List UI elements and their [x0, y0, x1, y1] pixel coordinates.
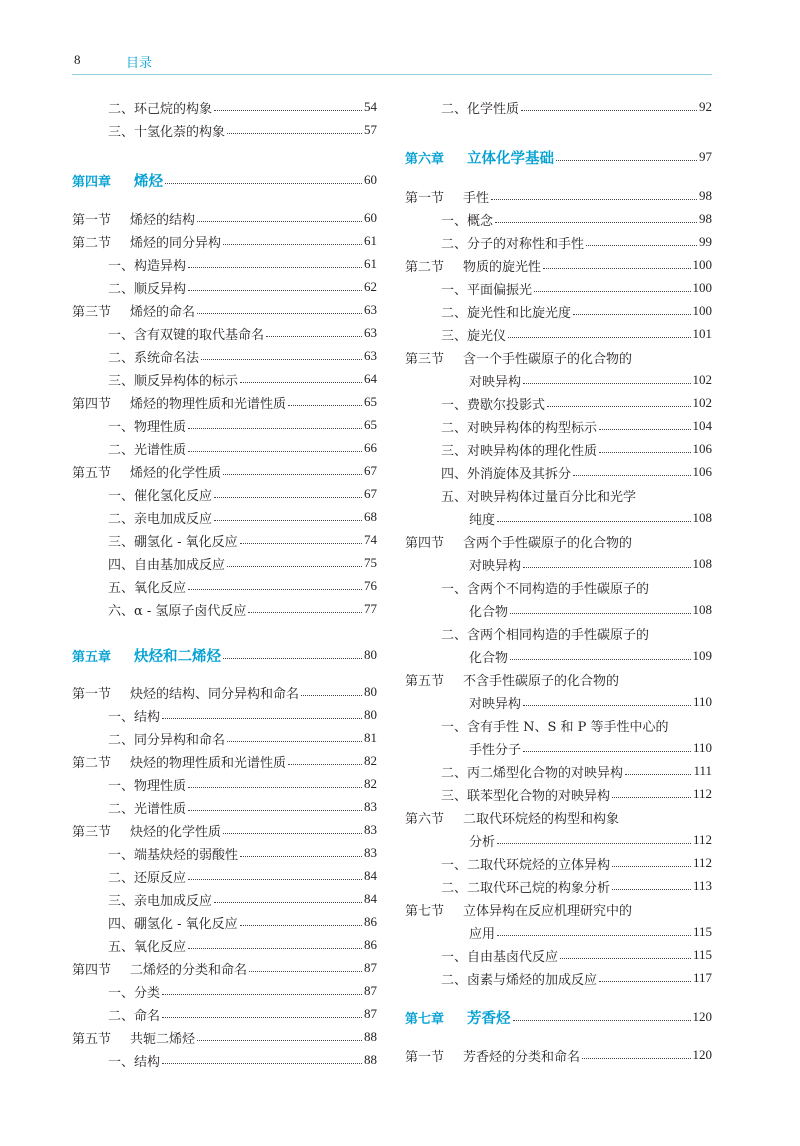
toc-section[interactable]: 第二节 烯烃的同分异构 61: [72, 233, 377, 251]
toc-entry[interactable]: 二、系统命名法 63: [108, 348, 377, 366]
toc-entry[interactable]: 一、结构 88: [108, 1052, 377, 1070]
toc-section-continued[interactable]: 对映异构 108: [469, 556, 712, 574]
toc-entry[interactable]: 二、光谱性质 66: [108, 440, 377, 458]
toc-section[interactable]: 第四节 二烯烃的分类和命名 87: [72, 960, 377, 978]
toc-entry[interactable]: 一、含两个不同构造的手性碳原子的: [441, 581, 650, 597]
toc-entry[interactable]: 二、亲电加成反应 68: [108, 509, 377, 527]
toc-entry[interactable]: 二、丙二烯型化合物的对映异构 111: [441, 763, 712, 781]
header-title: 目录: [126, 56, 153, 71]
toc-entry[interactable]: 二、旋光性和比旋光度 100: [441, 303, 712, 321]
chapter-5-heading[interactable]: 第五章 炔烃和二烯烃 80: [72, 647, 377, 665]
toc-entry[interactable]: 三、亲电加成反应 84: [108, 891, 377, 909]
toc-section[interactable]: 第四节 含两个手性碳原子的化合物的: [405, 535, 633, 551]
toc-section[interactable]: 第四节 烯烃的物理性质和光谱性质 65: [72, 394, 377, 412]
toc-entry[interactable]: 一、自由基卤代反应 115: [441, 947, 712, 965]
toc-entry-continued[interactable]: 化合物 109: [469, 648, 712, 666]
toc-entry[interactable]: 五、对映异构体过量百分比和光学: [441, 489, 637, 505]
toc-entry[interactable]: 一、含有手性 N、S 和 P 等手性中心的: [441, 719, 669, 735]
toc-entry[interactable]: 三、联苯型化合物的对映异构 112: [441, 786, 712, 804]
page-header: [72, 52, 712, 75]
toc-entry[interactable]: 二、命名 87: [108, 1006, 377, 1024]
toc-entry[interactable]: 一、端基炔烃的弱酸性 83: [108, 845, 377, 863]
toc-section-continued[interactable]: 应用 115: [469, 924, 712, 942]
toc-entry[interactable]: 三、旋光仪 101: [441, 326, 712, 344]
toc-entry-continued[interactable]: 化合物 108: [469, 602, 712, 620]
toc-entry-continued[interactable]: 手性分子 110: [469, 740, 712, 758]
toc-entry[interactable]: 一、概念 98: [441, 211, 712, 229]
toc-entry[interactable]: 四、外消旋体及其拆分 106: [441, 464, 712, 482]
toc-section-continued[interactable]: 对映异构 102: [469, 372, 712, 390]
toc-entry[interactable]: 二、还原反应 84: [108, 868, 377, 886]
toc-entry[interactable]: 一、平面偏振光 100: [441, 280, 712, 298]
toc-entry[interactable]: 三、十氢化萘的构象 57: [108, 122, 377, 140]
toc-entry[interactable]: 二、含两个相同构造的手性碳原子的: [441, 627, 650, 643]
toc-entry[interactable]: 四、自由基加成反应 75: [108, 555, 377, 573]
toc-section[interactable]: 第三节 含一个手性碳原子的化合物的: [405, 351, 633, 367]
toc-entry[interactable]: 一、结构 80: [108, 707, 377, 725]
toc-entry[interactable]: 一、催化氢化反应 67: [108, 486, 377, 504]
toc-section[interactable]: 第一节 炔烃的结构、同分异构和命名 80: [72, 684, 377, 702]
toc-entry[interactable]: 一、分类 87: [108, 983, 377, 1001]
toc-entry[interactable]: 六、α - 氢原子卤代反应 77: [108, 601, 377, 619]
toc-entry[interactable]: 三、顺反异构体的标示 64: [108, 371, 377, 389]
toc-entry[interactable]: 五、氧化反应 76: [108, 578, 377, 596]
toc-entry[interactable]: 二、分子的对称性和手性 99: [441, 234, 712, 252]
toc-entry[interactable]: 四、硼氢化 - 氧化反应 86: [108, 914, 377, 932]
chapter-7-heading[interactable]: 第七章 芳香烃 120: [405, 1009, 712, 1027]
toc-entry[interactable]: 二、顺反异构 62: [108, 279, 377, 297]
chapter-4-heading[interactable]: 第四章 烯烃 60: [72, 172, 377, 190]
toc-section[interactable]: 第五节 烯烃的化学性质 67: [72, 463, 377, 481]
toc-entry[interactable]: 三、对映异构体的理化性质 106: [441, 441, 712, 459]
toc-section-continued[interactable]: 分析 112: [469, 832, 712, 850]
toc-entry-continued[interactable]: 纯度 108: [469, 510, 712, 528]
toc-section[interactable]: 第三节 炔烃的化学性质 83: [72, 822, 377, 840]
toc-section[interactable]: 第一节 烯烃的结构 60: [72, 210, 377, 228]
toc-entry[interactable]: 二、环己烷的构象 54: [108, 99, 377, 117]
toc-section[interactable]: 第三节 烯烃的命名 63: [72, 302, 377, 320]
toc-entry[interactable]: 一、构造异构 61: [108, 256, 377, 274]
toc-entry[interactable]: 二、二取代环己烷的构象分析 113: [441, 878, 712, 896]
toc-entry[interactable]: 二、对映异构体的构型标示 104: [441, 418, 712, 436]
toc-section[interactable]: 第一节 手性 98: [405, 188, 712, 206]
toc-entry[interactable]: 一、费歇尔投影式 102: [441, 395, 712, 413]
toc-entry[interactable]: 一、物理性质 82: [108, 776, 377, 794]
toc-entry[interactable]: 一、二取代环烷烃的立体异构 112: [441, 855, 712, 873]
toc-entry[interactable]: 五、氧化反应 86: [108, 937, 377, 955]
toc-entry[interactable]: 一、含有双键的取代基命名 63: [108, 325, 377, 343]
toc-section[interactable]: 第七节 立体异构在反应机理研究中的: [405, 903, 633, 919]
toc-section[interactable]: 第一节 芳香烃的分类和命名 120: [405, 1047, 712, 1065]
toc-entry[interactable]: 三、硼氢化 - 氧化反应 74: [108, 532, 377, 550]
chapter-6-heading[interactable]: 第六章 立体化学基础 97: [405, 149, 712, 167]
toc-section[interactable]: 第二节 炔烃的物理性质和光谱性质 82: [72, 753, 377, 771]
toc-entry[interactable]: 二、同分异构和命名 81: [108, 730, 377, 748]
toc-entry[interactable]: 二、卤素与烯烃的加成反应 117: [441, 970, 712, 988]
toc-section[interactable]: 第六节 二取代环烷烃的构型和构象: [405, 811, 620, 827]
toc-section[interactable]: 第二节 物质的旋光性 100: [405, 257, 712, 275]
toc-section-continued[interactable]: 对映异构 110: [469, 694, 712, 712]
page-number: 8: [74, 52, 81, 67]
toc-entry[interactable]: 二、光谱性质 83: [108, 799, 377, 817]
toc-section[interactable]: 第五节 共轭二烯烃 88: [72, 1029, 377, 1047]
toc-entry[interactable]: 一、物理性质 65: [108, 417, 377, 435]
toc-entry[interactable]: 二、化学性质 92: [441, 99, 712, 117]
toc-section[interactable]: 第五节 不含手性碳原子的化合物的: [405, 673, 620, 689]
